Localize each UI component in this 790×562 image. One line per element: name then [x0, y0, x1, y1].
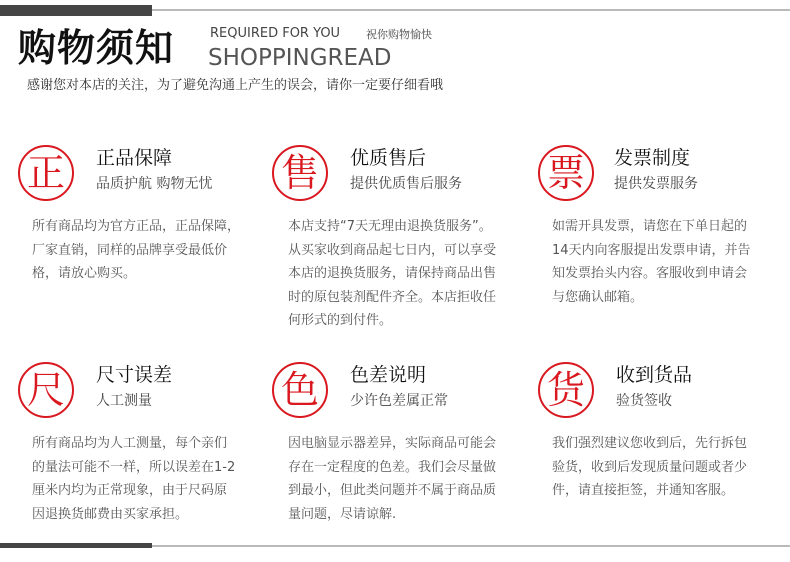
- card-title: 尺寸误差: [96, 364, 173, 386]
- bottom-divider-line: [152, 545, 790, 547]
- card-genuine-guarantee: [18, 145, 268, 345]
- top-divider-line: [152, 9, 790, 11]
- piao-circle-icon: 票: [538, 145, 594, 201]
- chi-circle-icon: 尺: [18, 362, 74, 418]
- card-body: 所有商品均为人工测量，每个亲们 的量法可能不一样，所以误差在1-2 厘米内均为正常现象，由于尺码原 因退换货邮费由买家承担。: [32, 436, 236, 522]
- card-body: 本店支持“7天无理由退换货服务”。 从买家收到商品起七日内，可以享受 本店的退换货服务，请保持商品出售 时的原包装剂配件齐全。本店拒收任 何形式的到付件。: [288, 219, 497, 328]
- page-subtitle: 感谢您对本店的关注，为了避免沟通上产生的误会，请你一定要仔细看哦: [27, 78, 444, 93]
- card-size-error: [18, 362, 268, 562]
- card-title: 色差说明: [350, 364, 427, 386]
- card-title: 发票制度: [614, 147, 691, 169]
- card-body: 如需开具发票，请您在下单日起的 14天内向客服提出发票申请，并告 知发票抬头内容。客服收到申请会 与您确认邮箱。: [552, 219, 751, 305]
- card-body: 所有商品均为官方正品，正品保障， 厂家直销，同样的品牌享受最低价 格，请放心购买。: [32, 219, 241, 281]
- top-bar-accent: [0, 5, 152, 16]
- card-title: 优质售后: [350, 147, 427, 169]
- card-invoice-policy: [538, 145, 788, 345]
- card-body: 我们强烈建议您收到后，先行拆包 验货，收到后发现质量问题或者少 件，请直接拒签，并通知客服。: [552, 436, 748, 498]
- card-after-sales: [272, 145, 522, 345]
- title-wish-text: 祝你购物愉快: [366, 28, 432, 41]
- card-subtitle: 验货签收: [616, 393, 672, 409]
- card-title: 收到货品: [616, 364, 693, 386]
- se-circle-icon: 色: [272, 362, 328, 418]
- title-english-large: SHOPPINGREAD: [208, 45, 392, 71]
- card-body: 因电脑显示器差异，实际商品可能会 存在一定程度的色差。我们会尽量做 到最小，但此类问题并不属于商品质 量问题，尽请谅解.: [288, 436, 497, 522]
- card-receiving-goods: [538, 362, 788, 562]
- zheng-circle-icon: 正: [18, 145, 74, 201]
- card-title: 正品保障: [96, 147, 173, 169]
- card-subtitle: 人工测量: [96, 393, 152, 409]
- card-subtitle: 少许色差属正常: [350, 393, 448, 409]
- card-subtitle: 提供优质售后服务: [350, 176, 462, 192]
- card-subtitle: 品质护航 购物无忧: [96, 176, 213, 192]
- title-english-small: REQUIRED FOR YOU: [210, 26, 341, 41]
- shou-circle-icon: 售: [272, 145, 328, 201]
- card-color-difference: [272, 362, 522, 562]
- page-title: 购物须知: [18, 26, 175, 70]
- huo-circle-icon: 货: [538, 362, 594, 418]
- card-subtitle: 提供发票服务: [614, 176, 698, 192]
- bottom-bar-accent: [0, 543, 152, 548]
